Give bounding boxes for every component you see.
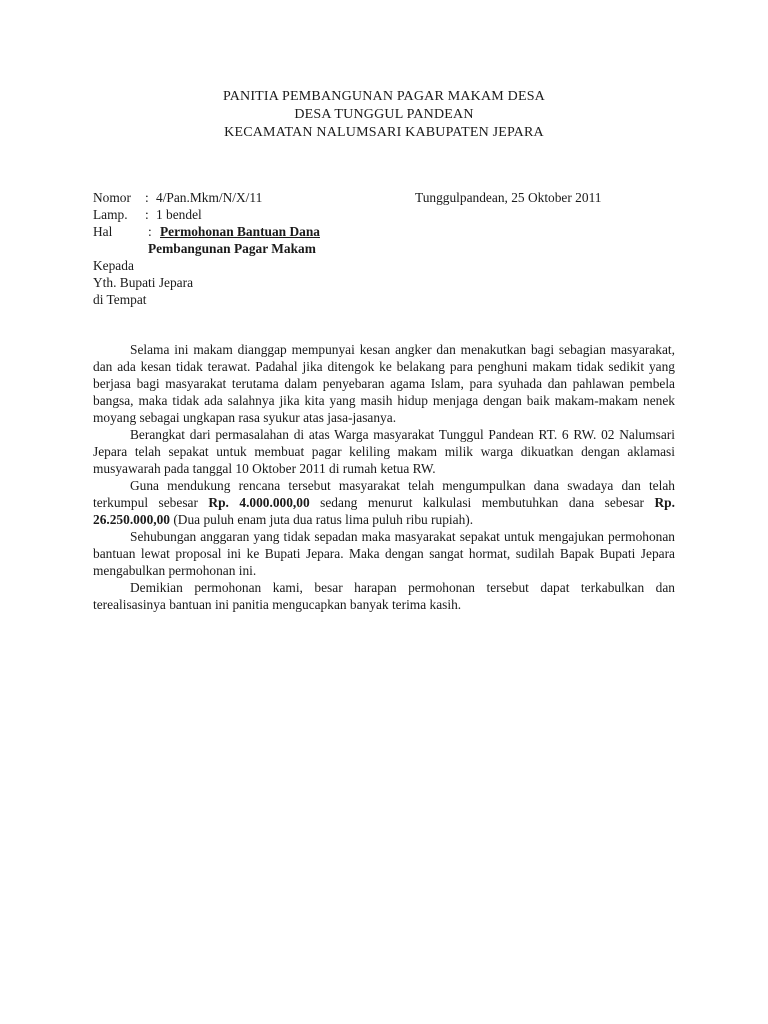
- recipient-block: [93, 257, 193, 308]
- meta-row-hal-continued: [93, 240, 693, 257]
- recipient-kepada: Kepada: [93, 258, 134, 273]
- paragraph-3-text-b: sedang menurut kalkulasi membutuhkan dana sebesar: [309, 495, 655, 510]
- letter-body: [93, 341, 675, 613]
- header-line-committee: PANITIA PEMBANGUNAN PAGAR MAKAM DESA: [223, 89, 545, 104]
- letter-date: Tunggulpandean, 25 Oktober 2011: [415, 190, 602, 205]
- lamp-label: Lamp.: [93, 207, 128, 222]
- body-paragraph-5: Demikian permohonan kami, besar harapan permohonan tersebut dapat terkabulkan dan terealisasinya bantuan ini panitia mengucapkan banyak terima kasih.: [93, 580, 675, 612]
- recipient-place: di Tempat: [93, 292, 147, 307]
- lamp-colon: :: [145, 207, 149, 222]
- subject-line-2: Pembangunan Pagar Makam: [148, 241, 316, 256]
- body-paragraph-2: Berangkat dari permasalahan di atas Warga masyarakat Tunggul Pandean RT. 6 RW. 02 Nalumsari Jepara telah sepakat untuk membuat pagar keliling makam milik warga dikuatkan dengan aklamasi musyawarah pada tanggal 10 Oktober 2011 di rumah ketua RW.: [93, 427, 675, 476]
- header-line-village: DESA TUNGGUL PANDEAN: [294, 107, 474, 122]
- body-paragraph-3: [93, 477, 675, 528]
- meta-row-hal: [93, 223, 693, 240]
- paragraph-3-text-c: (Dua puluh enam juta dua ratus lima puluh ribu rupiah).: [170, 512, 474, 527]
- nomor-value: 4/Pan.Mkm/N/X/11: [156, 190, 263, 205]
- lamp-value: 1 bendel: [156, 207, 202, 222]
- paragraph-3-text-a: Guna mendukung rencana tersebut masyarakat telah mengumpulkan dana swadaya dan telah terkumpul sebesar: [93, 478, 675, 510]
- header-line-district: KECAMATAN NALUMSARI KABUPATEN JEPARA: [224, 125, 544, 140]
- recipient-name: Yth. Bupati Jepara: [93, 275, 194, 290]
- meta-row-nomor: [93, 189, 693, 206]
- amount-needed: Rp. 26.250.000,00: [93, 495, 675, 527]
- body-paragraph-1: Selama ini makam dianggap mempunyai kesan angker dan menakutkan bagi sebagian masyarakat, dan ada kesan tidak terawat. Padahal jika ditengok ke belakang para penghuni makam tidak sedikit yang berjasa bagi masyarakat terutama dalam penyebaran agama Islam, para syuhada dan pahlawan pembela bangsa, maka tidak ada salahnya jika kita yang masih hidup menjaga dengan baik makam-makam nenek moyang sebagai ungkapan rasa syukur atas jasa-jasanya.: [93, 342, 675, 425]
- letter-header: [0, 88, 768, 142]
- subject-line-1: Permohonan Bantuan Dana: [160, 224, 320, 239]
- nomor-colon: :: [145, 190, 149, 205]
- amount-collected: Rp. 4.000.000,00: [208, 495, 310, 510]
- nomor-label: Nomor: [93, 190, 131, 205]
- meta-row-lamp: [93, 206, 693, 223]
- hal-colon: :: [148, 224, 152, 239]
- hal-label: Hal: [93, 224, 113, 239]
- body-paragraph-4: Sehubungan anggaran yang tidak sepadan maka masyarakat sepakat untuk mengajukan permohonan bantuan lewat proposal ini ke Bupati Jepara. Maka dengan sangat hormat, sudilah Bapak Bupati Jepara mengabulkan permohonan ini.: [93, 529, 675, 578]
- letter-meta: [93, 189, 693, 257]
